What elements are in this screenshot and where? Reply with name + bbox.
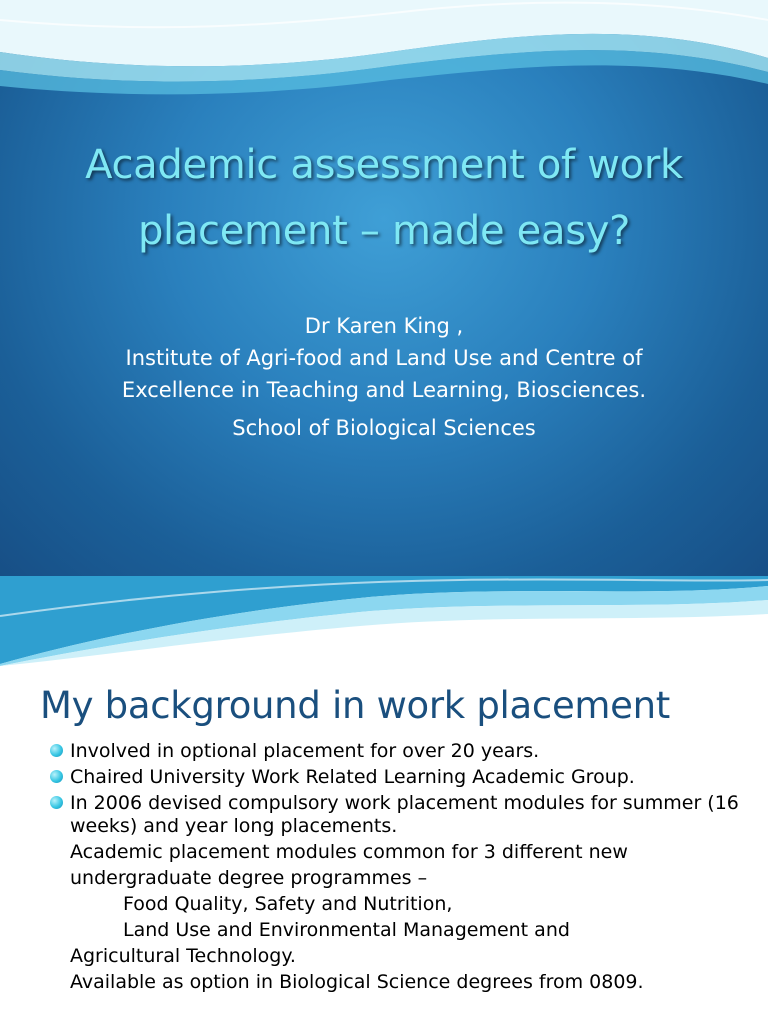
wave-decoration-top <box>0 0 768 110</box>
content-slide <box>0 576 768 1024</box>
affiliation-line1: Institute of Agri-food and Land Use and Centre of <box>125 346 643 370</box>
programme-item: Land Use and Environmental Management and <box>123 919 570 941</box>
bullet-item <box>50 766 750 789</box>
wave-decoration-top <box>0 576 768 666</box>
programme-item-continuation: Agricultural Technology. <box>70 945 296 967</box>
affiliation-line2: Excellence in Teaching and Learning, Biosciences. <box>121 378 647 402</box>
school-name: School of Biological Sciences <box>232 416 536 440</box>
bullet-text: In 2006 devised compulsory work placement modules for summer (16 weeks) and year long placements. <box>70 792 739 837</box>
bullet-item <box>50 792 750 838</box>
bullet-dot-icon <box>50 770 63 783</box>
programme-item: Food Quality, Safety and Nutrition, <box>123 893 453 915</box>
bullet-text: Chaired University Work Related Learning Academic Group. <box>70 766 635 788</box>
bullet-item <box>50 740 750 763</box>
bullet-dot-icon <box>50 744 63 757</box>
slide-subtitle <box>0 310 768 444</box>
slide-title-line1: Academic assessment of work <box>85 142 683 188</box>
bullet-dot-icon <box>50 796 63 809</box>
slide-title <box>0 132 768 264</box>
slide-heading: My background in work placement <box>40 684 670 727</box>
author-name: Dr Karen King , <box>304 314 464 338</box>
slide-body <box>50 740 750 997</box>
paragraph-line: Academic placement modules common for 3 different new <box>70 841 628 863</box>
paragraph-line: undergraduate degree programmes – <box>70 867 428 889</box>
paragraph-line: Available as option in Biological Science degrees from 0809. <box>70 971 644 993</box>
bullet-text: Involved in optional placement for over 20 years. <box>70 740 540 762</box>
slide-title-line2: placement – made easy? <box>137 208 631 254</box>
